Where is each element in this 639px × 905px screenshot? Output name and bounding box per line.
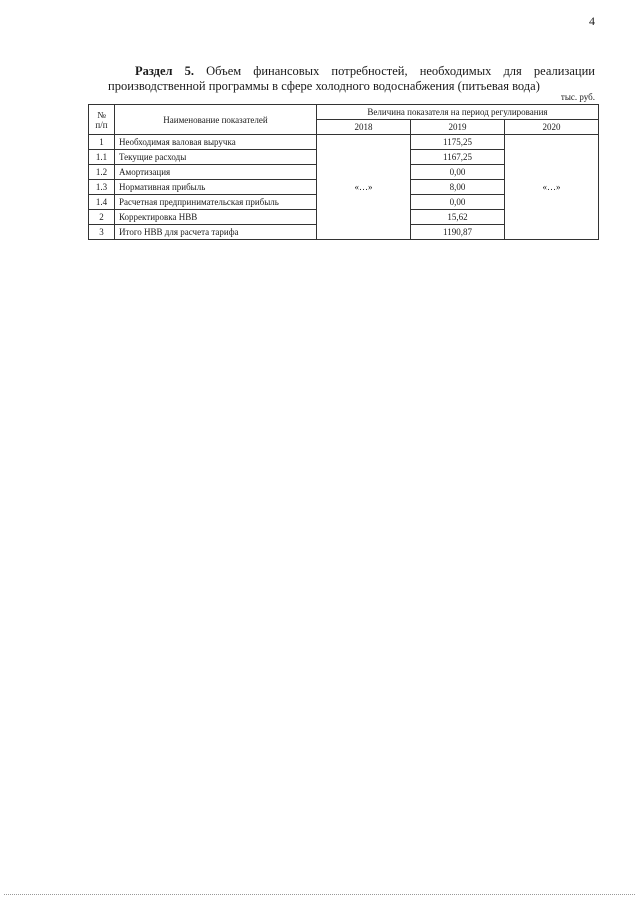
section-title: Объем финансовых потребностей, необходимых для реализации производственной программы в сфере холодного водоснабжения (питьевая вода) — [108, 64, 595, 93]
row-name: Корректировка НВВ — [115, 210, 317, 225]
row-value-2019: 0,00 — [411, 195, 505, 210]
row-name: Необходимая валовая выручка — [115, 135, 317, 150]
row-value-2019: 0,00 — [411, 165, 505, 180]
header-year-2019: 2019 — [411, 120, 505, 135]
row-name: Расчетная предпринимательская прибыль — [115, 195, 317, 210]
row-number: 3 — [89, 225, 115, 240]
row-number: 1 — [89, 135, 115, 150]
page-number: 4 — [589, 14, 595, 28]
table-row — [89, 135, 599, 150]
row-name: Текущие расходы — [115, 150, 317, 165]
header-year-2018: 2018 — [317, 120, 411, 135]
row-name: Итого НВВ для расчета тарифа — [115, 225, 317, 240]
header-period: Величина показателя на период регулирования — [317, 105, 599, 120]
row-value-2019: 1190,87 — [411, 225, 505, 240]
units-label: тыс. руб. — [560, 92, 595, 102]
row-name: Нормативная прибыль — [115, 180, 317, 195]
row-value-2019: 1167,25 — [411, 150, 505, 165]
row-value-2019: 8,00 — [411, 180, 505, 195]
section-heading — [108, 64, 595, 94]
row-number: 1.2 — [89, 165, 115, 180]
page-bottom-divider — [4, 894, 635, 895]
financial-needs-table — [88, 104, 599, 240]
header-indicator-name: Наименование показателей — [115, 105, 317, 135]
row-name: Амортизация — [115, 165, 317, 180]
merged-cell-2020: «…» — [505, 135, 599, 240]
row-value-2019: 15,62 — [411, 210, 505, 225]
section-label: Раздел 5. — [135, 64, 195, 78]
row-number: 1.4 — [89, 195, 115, 210]
row-number: 2 — [89, 210, 115, 225]
row-value-2019: 1175,25 — [411, 135, 505, 150]
row-number: 1.3 — [89, 180, 115, 195]
row-number: 1.1 — [89, 150, 115, 165]
merged-cell-2018: «…» — [317, 135, 411, 240]
header-year-2020: 2020 — [505, 120, 599, 135]
header-number: № п/п — [89, 105, 115, 135]
